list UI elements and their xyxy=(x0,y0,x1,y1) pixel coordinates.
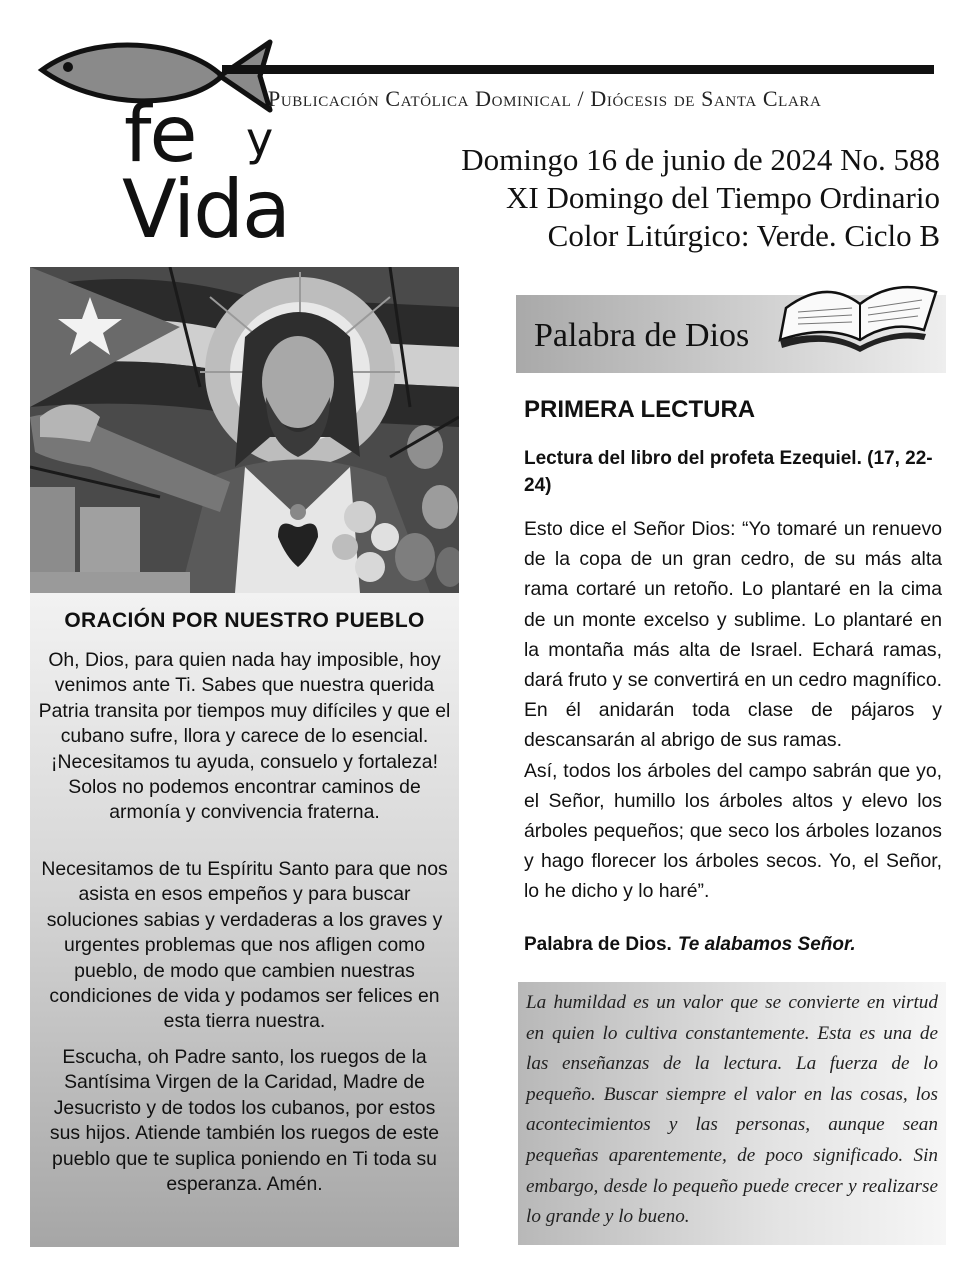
reflection-box xyxy=(518,982,946,1245)
prayer-paragraph: Necesitamos de tu Espíritu Santo para que nos asista en esos empeños y para buscar soluciones sabias y verdaderas a los graves y urgentes problemas que nos afligen como pueblo, de modo que cambien nuestras condiciones de vida y podamos ser felices en esta tierra nuestra. xyxy=(41,858,448,1033)
left-column xyxy=(30,267,459,1247)
logo-fe: fe xyxy=(124,90,196,180)
stained-glass-jesus-illustration xyxy=(30,267,459,593)
reading-body xyxy=(524,514,942,907)
logo-vida: Vida xyxy=(122,163,289,256)
masthead xyxy=(0,0,976,262)
prayer-title: ORACIÓN POR NUESTRO PUEBLO xyxy=(64,609,425,632)
reading-response xyxy=(524,934,856,956)
issue-date-line: Domingo 16 de junio de 2024 No. 588 xyxy=(461,142,940,177)
reading-source: Lectura del libro del profeta Ezequiel. (17, 22-24) xyxy=(524,448,933,496)
response-word-of-god: Palabra de Dios. xyxy=(524,934,672,955)
reflection-text: La humildad es un valor que se convierte en virtud en quien lo cultiva constantemente. Esta es una de las enseñanzas de la lectura. La fuerza de lo pequeño. Buscar siempre el valor en las cosas, los acontecimientos y las personas, aunque sean pequeñas aparentemente, de poco significado. Sin embargo, desde lo pequeño puede crecer y realizarse lo grande y lo bueno. xyxy=(526,992,938,1228)
open-bible-icon xyxy=(776,268,944,356)
header-rule xyxy=(222,65,934,74)
liturgical-color: Color Litúrgico: Verde. Ciclo B xyxy=(547,218,940,253)
reading-heading: PRIMERA LECTURA xyxy=(524,396,756,423)
reading-paragraph: Así, todos los árboles del campo sabrán que yo, el Señor, humillo los árboles altos y elevo los árboles pequeños; que seco los árboles lozanos y hago florecer los árboles secos. Yo, el Señor, lo he dicho y lo haré”. xyxy=(524,759,942,903)
reading-paragraph: Esto dice el Señor Dios: “Yo tomaré un renuevo de la copa de un gran cedro, de su más alta rama cortaré un retoño. Lo plantaré en la cima de un monte excelso y sublime. Lo plantaré en la montaña más alta de Israel. Echará ramas, dará fruto y se convertirá en un cedro magnífico. En él anidarán toda clase de pájaros y descansarán al abrigo de sus ramas. xyxy=(524,518,942,752)
publisher-line: Publicación Católica Dominical / Diócesis de Santa Clara xyxy=(268,86,822,111)
prayer-box xyxy=(30,593,459,1247)
prayer-paragraph: Escucha, oh Padre santo, los ruegos de la Santísima Virgen de la Caridad, Madre de Jesucristo y de todos los cubanos, por estos sus hijos. Atiende también los ruegos de este pueblo que te suplica poniendo en Ti toda su esperanza. Amén. xyxy=(49,1046,440,1196)
liturgical-sunday: XI Domingo del Tiempo Ordinario xyxy=(506,180,940,215)
palabra-banner-title: Palabra de Dios xyxy=(534,317,750,354)
prayer-paragraph: Oh, Dios, para quien nada hay imposible, hoy venimos ante Ti. Sabes que nuestra querida Patria transita por tiempos muy difíciles y que el cubano sufre, llora y carece de lo esencial. ¡Necesitamos tu ayuda, consuelo y fortaleza! Solos no podemos encontrar caminos de armonía y convivencia fraterna. xyxy=(38,649,451,824)
logo-y: y xyxy=(246,112,274,166)
response-praise: Te alabamos Señor. xyxy=(677,934,856,955)
